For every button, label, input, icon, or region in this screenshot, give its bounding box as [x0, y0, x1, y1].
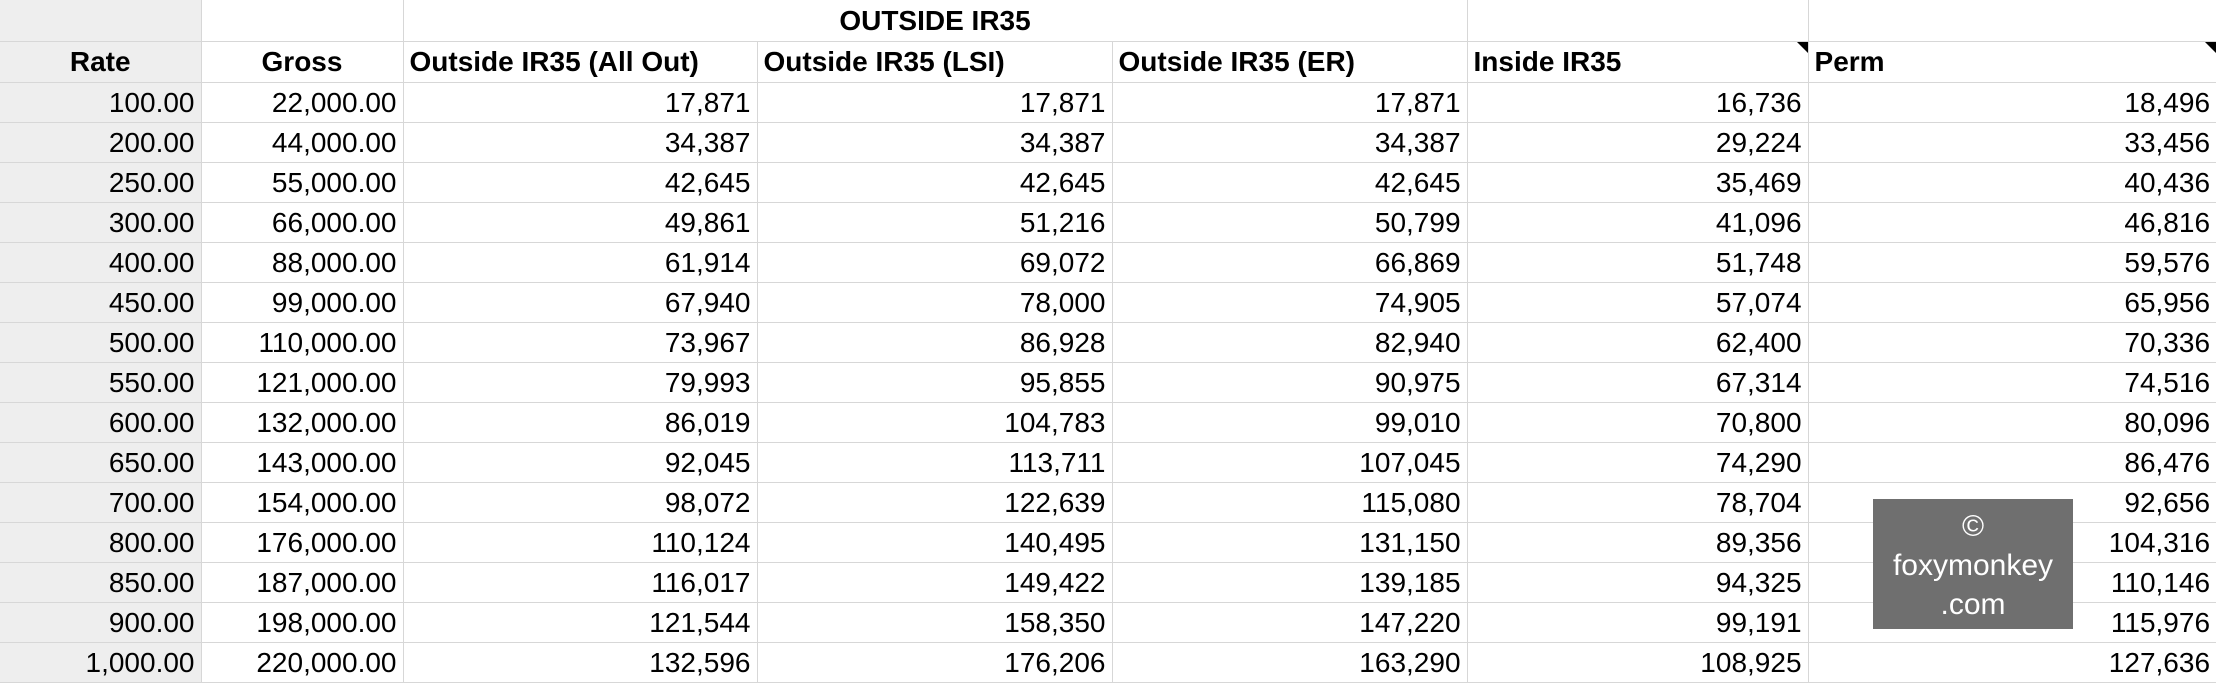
- column-header-rate[interactable]: Rate: [0, 42, 201, 83]
- cell-rate[interactable]: 450.00: [0, 283, 201, 323]
- cell-perm[interactable]: 86,476: [1808, 443, 2216, 483]
- cell-outside-lsi[interactable]: 42,645: [757, 163, 1112, 203]
- column-header-outside-lsi[interactable]: Outside IR35 (LSI): [757, 42, 1112, 83]
- cell-gross[interactable]: 132,000.00: [201, 403, 403, 443]
- cell-rate[interactable]: 550.00: [0, 363, 201, 403]
- cell-outside-er[interactable]: 82,940: [1112, 323, 1467, 363]
- group-header-cell-blank[interactable]: [1467, 0, 1808, 42]
- cell-rate[interactable]: 250.00: [0, 163, 201, 203]
- cell-perm[interactable]: 110,146: [1808, 563, 2216, 603]
- cell-rate[interactable]: 600.00: [0, 403, 201, 443]
- cell-outside-er[interactable]: 90,975: [1112, 363, 1467, 403]
- cell-inside-ir35[interactable]: 62,400: [1467, 323, 1808, 363]
- table-row: [0, 323, 2216, 363]
- table-row: [0, 363, 2216, 403]
- table-row: [0, 163, 2216, 203]
- watermark-brand: foxymonkey: [1892, 548, 2054, 582]
- cell-outside-lsi[interactable]: 95,855: [757, 363, 1112, 403]
- group-header-row: [0, 0, 2216, 42]
- cell-outside-lsi[interactable]: 176,206: [757, 643, 1112, 683]
- cell-inside-ir35[interactable]: 67,314: [1467, 363, 1808, 403]
- cell-gross[interactable]: 55,000.00: [201, 163, 403, 203]
- cell-outside-all-out[interactable]: 132,596: [403, 643, 757, 683]
- cell-perm[interactable]: 80,096: [1808, 403, 2216, 443]
- cell-outside-all-out[interactable]: 92,045: [403, 443, 757, 483]
- cell-gross[interactable]: 88,000.00: [201, 243, 403, 283]
- cell-outside-lsi[interactable]: 104,783: [757, 403, 1112, 443]
- cell-perm[interactable]: 92,656: [1808, 483, 2216, 523]
- cell-outside-lsi[interactable]: 17,871: [757, 83, 1112, 123]
- cell-outside-lsi[interactable]: 140,495: [757, 523, 1112, 563]
- cell-rate[interactable]: 400.00: [0, 243, 201, 283]
- cell-gross[interactable]: 121,000.00: [201, 363, 403, 403]
- cell-outside-all-out[interactable]: 17,871: [403, 83, 757, 123]
- cell-gross[interactable]: 176,000.00: [201, 523, 403, 563]
- cell-gross[interactable]: 143,000.00: [201, 443, 403, 483]
- cell-outside-all-out[interactable]: 42,645: [403, 163, 757, 203]
- cell-rate[interactable]: 200.00: [0, 123, 201, 163]
- cell-outside-all-out[interactable]: 79,993: [403, 363, 757, 403]
- cell-inside-ir35[interactable]: 29,224: [1467, 123, 1808, 163]
- cell-perm[interactable]: 70,336: [1808, 323, 2216, 363]
- cell-inside-ir35[interactable]: 16,736: [1467, 83, 1808, 123]
- cell-outside-er[interactable]: 17,871: [1112, 83, 1467, 123]
- group-header-cell-blank[interactable]: [1808, 0, 2216, 42]
- cell-inside-ir35[interactable]: 94,325: [1467, 563, 1808, 603]
- table-row: [0, 403, 2216, 443]
- cell-perm[interactable]: 33,456: [1808, 123, 2216, 163]
- cell-outside-all-out[interactable]: 49,861: [403, 203, 757, 243]
- cell-outside-er[interactable]: 147,220: [1112, 603, 1467, 643]
- copyright-symbol: ©: [1961, 509, 1985, 543]
- group-header-cell-blank[interactable]: [201, 0, 403, 42]
- table-row: [0, 283, 2216, 323]
- cell-outside-all-out[interactable]: 86,019: [403, 403, 757, 443]
- watermark-domain: .com: [1940, 587, 2006, 621]
- table-row: [0, 123, 2216, 163]
- cell-inside-ir35[interactable]: 99,191: [1467, 603, 1808, 643]
- cell-perm[interactable]: 74,516: [1808, 363, 2216, 403]
- cell-inside-ir35[interactable]: 51,748: [1467, 243, 1808, 283]
- cell-outside-lsi[interactable]: 69,072: [757, 243, 1112, 283]
- cell-rate[interactable]: 850.00: [0, 563, 201, 603]
- cell-rate[interactable]: 800.00: [0, 523, 201, 563]
- cell-outside-all-out[interactable]: 121,544: [403, 603, 757, 643]
- cell-outside-lsi[interactable]: 113,711: [757, 443, 1112, 483]
- cell-rate[interactable]: 650.00: [0, 443, 201, 483]
- cell-gross[interactable]: 198,000.00: [201, 603, 403, 643]
- cell-outside-er[interactable]: 115,080: [1112, 483, 1467, 523]
- column-header-outside-er[interactable]: Outside IR35 (ER): [1112, 42, 1467, 83]
- cell-rate[interactable]: 500.00: [0, 323, 201, 363]
- cell-outside-all-out[interactable]: 34,387: [403, 123, 757, 163]
- cell-outside-all-out[interactable]: 73,967: [403, 323, 757, 363]
- table-row: [0, 203, 2216, 243]
- cell-outside-er[interactable]: 163,290: [1112, 643, 1467, 683]
- cell-outside-lsi[interactable]: 34,387: [757, 123, 1112, 163]
- cell-gross[interactable]: 187,000.00: [201, 563, 403, 603]
- column-header-gross[interactable]: Gross: [201, 42, 403, 83]
- cell-outside-all-out[interactable]: 110,124: [403, 523, 757, 563]
- cell-gross[interactable]: 44,000.00: [201, 123, 403, 163]
- cell-inside-ir35[interactable]: 70,800: [1467, 403, 1808, 443]
- foxymonkey-watermark: [1873, 499, 2073, 629]
- table-row: [0, 443, 2216, 483]
- cell-outside-lsi[interactable]: 158,350: [757, 603, 1112, 643]
- cell-outside-er[interactable]: 107,045: [1112, 443, 1467, 483]
- cell-outside-lsi[interactable]: 86,928: [757, 323, 1112, 363]
- cell-outside-er[interactable]: 34,387: [1112, 123, 1467, 163]
- cell-inside-ir35[interactable]: 78,704: [1467, 483, 1808, 523]
- column-header-outside-all-out[interactable]: Outside IR35 (All Out): [403, 42, 757, 83]
- cell-rate[interactable]: 100.00: [0, 83, 201, 123]
- cell-outside-lsi[interactable]: 149,422: [757, 563, 1112, 603]
- table-row: [0, 243, 2216, 283]
- column-header-inside-ir35[interactable]: Inside IR35: [1467, 42, 1808, 83]
- cell-inside-ir35[interactable]: 74,290: [1467, 443, 1808, 483]
- cell-rate[interactable]: 700.00: [0, 483, 201, 523]
- table-row: [0, 83, 2216, 123]
- cell-gross[interactable]: 99,000.00: [201, 283, 403, 323]
- cell-gross[interactable]: 22,000.00: [201, 83, 403, 123]
- cell-outside-er[interactable]: 66,869: [1112, 243, 1467, 283]
- cell-inside-ir35[interactable]: 41,096: [1467, 203, 1808, 243]
- column-header-row: [0, 42, 2216, 83]
- cell-outside-all-out[interactable]: 67,940: [403, 283, 757, 323]
- cell-outside-lsi[interactable]: 122,639: [757, 483, 1112, 523]
- cell-perm[interactable]: 40,436: [1808, 163, 2216, 203]
- cell-perm[interactable]: 104,316: [1808, 523, 2216, 563]
- cell-rate[interactable]: 1,000.00: [0, 643, 201, 683]
- group-header-cell-blank[interactable]: [0, 0, 201, 42]
- cell-outside-er[interactable]: 99,010: [1112, 403, 1467, 443]
- cell-perm[interactable]: 46,816: [1808, 203, 2216, 243]
- cell-gross[interactable]: 154,000.00: [201, 483, 403, 523]
- cell-perm[interactable]: 127,636: [1808, 643, 2216, 683]
- cell-outside-er[interactable]: 139,185: [1112, 563, 1467, 603]
- cell-perm[interactable]: 115,976: [1808, 603, 2216, 643]
- table-row: [0, 643, 2216, 683]
- cell-outside-er[interactable]: 50,799: [1112, 203, 1467, 243]
- cell-perm[interactable]: 65,956: [1808, 283, 2216, 323]
- cell-gross[interactable]: 66,000.00: [201, 203, 403, 243]
- cell-inside-ir35[interactable]: 108,925: [1467, 643, 1808, 683]
- cell-perm[interactable]: 59,576: [1808, 243, 2216, 283]
- column-header-perm[interactable]: Perm: [1808, 42, 2216, 83]
- cell-inside-ir35[interactable]: 89,356: [1467, 523, 1808, 563]
- cell-rate[interactable]: 900.00: [0, 603, 201, 643]
- cell-outside-er[interactable]: 74,905: [1112, 283, 1467, 323]
- cell-outside-er[interactable]: 42,645: [1112, 163, 1467, 203]
- cell-outside-lsi[interactable]: 78,000: [757, 283, 1112, 323]
- cell-outside-all-out[interactable]: 98,072: [403, 483, 757, 523]
- cell-rate[interactable]: 300.00: [0, 203, 201, 243]
- cell-inside-ir35[interactable]: 57,074: [1467, 283, 1808, 323]
- cell-outside-er[interactable]: 131,150: [1112, 523, 1467, 563]
- cell-outside-lsi[interactable]: 51,216: [757, 203, 1112, 243]
- cell-gross[interactable]: 220,000.00: [201, 643, 403, 683]
- cell-outside-all-out[interactable]: 116,017: [403, 563, 757, 603]
- cell-inside-ir35[interactable]: 35,469: [1467, 163, 1808, 203]
- cell-gross[interactable]: 110,000.00: [201, 323, 403, 363]
- cell-perm[interactable]: 18,496: [1808, 83, 2216, 123]
- outside-ir35-group-header[interactable]: OUTSIDE IR35: [403, 0, 1467, 42]
- cell-outside-all-out[interactable]: 61,914: [403, 243, 757, 283]
